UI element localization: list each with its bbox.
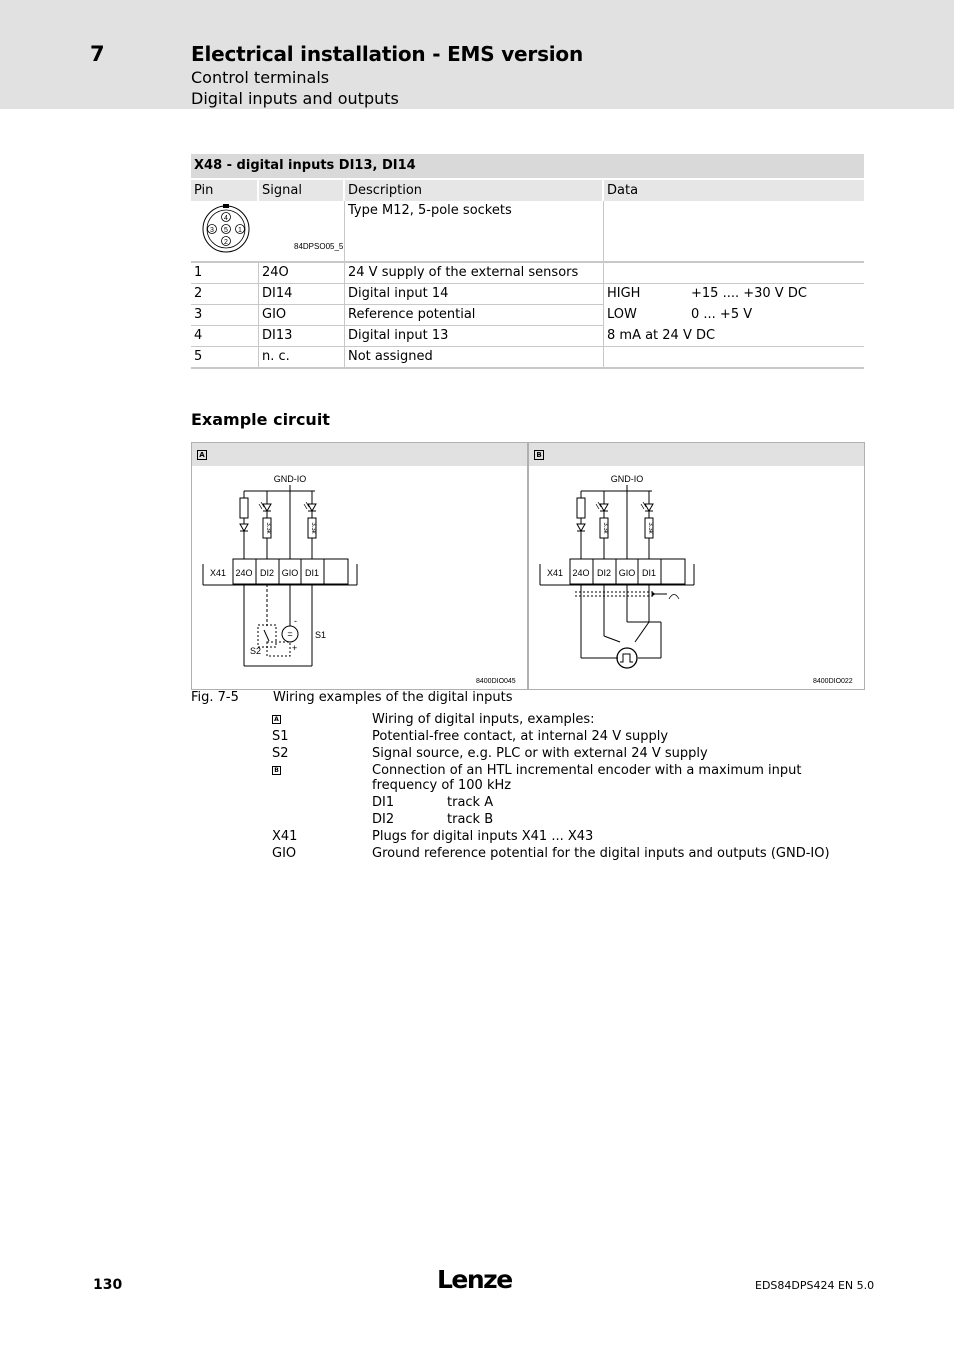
figure-legend <box>272 712 862 863</box>
circuit-b-bar <box>529 443 864 466</box>
data-value: +15 .... +30 V DC <box>691 286 807 301</box>
legend-text: Connection of an HTL incremental encoder with a maximum input frequency of 100 kHz <box>372 763 802 793</box>
data-label: HIGH <box>607 286 641 301</box>
terminal-label: X41 <box>546 568 564 578</box>
svg-text:1: 1 <box>238 227 242 234</box>
legend-subitem <box>372 795 862 812</box>
terminal-label: DI1 <box>641 568 657 578</box>
row-data: 8 mA at 24 V DC <box>604 326 864 347</box>
row-pin: 1 <box>191 263 259 284</box>
row-description: Not assigned <box>345 347 604 369</box>
circuit-b-panel <box>528 442 865 690</box>
legend-key: S1 <box>272 729 289 744</box>
terminal-label: DI1 <box>304 568 320 578</box>
subsection-title: Digital inputs and outputs <box>191 89 399 108</box>
legend-text: Signal source, e.g. PLC or with external 24 V supply <box>372 746 708 761</box>
row-signal: 24O <box>259 263 345 284</box>
socket-data-empty <box>604 201 864 263</box>
circuit-a-panel <box>191 442 528 690</box>
col-header-data: Data <box>604 180 864 201</box>
data-label: LOW <box>607 307 637 322</box>
svg-text:2: 2 <box>224 239 228 246</box>
resistor-value-label: 3.3k <box>647 522 653 534</box>
row-description: Reference potential <box>345 305 604 326</box>
terminal-label: DI2 <box>596 568 612 578</box>
page-number: 130 <box>93 1277 123 1293</box>
row-pin: 5 <box>191 347 259 369</box>
row-description: Digital input 14 <box>345 284 604 305</box>
pin-table <box>191 154 864 369</box>
svg-text:5: 5 <box>224 227 228 234</box>
circuit-a-marker: A <box>197 450 207 460</box>
svg-text:=: = <box>287 629 293 639</box>
svg-text:+: + <box>292 643 298 653</box>
row-data <box>604 263 864 284</box>
legend-subtext: track A <box>447 795 494 810</box>
circuit-a-diagram <box>192 466 527 689</box>
source-label: S2 <box>250 646 262 656</box>
terminal-label: GIO <box>281 568 299 578</box>
lenze-logo: Lenze <box>437 1265 512 1294</box>
resistor-symbol <box>240 498 248 518</box>
table-row <box>191 305 864 326</box>
circuit-a-image-id: 8400DIO045 <box>476 678 516 685</box>
legend-subkey: DI1 <box>372 795 395 810</box>
legend-key <box>272 763 281 778</box>
legend-subtext: track B <box>447 812 494 827</box>
table-row <box>191 284 864 305</box>
legend-item <box>272 846 862 863</box>
legend-item <box>272 746 862 763</box>
row-description: 24 V supply of the external sensors <box>345 263 604 284</box>
legend-subkey: DI2 <box>372 812 395 827</box>
table-row <box>191 263 864 284</box>
socket-image-label: 84DPSO05_5 <box>294 242 344 251</box>
legend-key: S2 <box>272 746 289 761</box>
socket-description: Type M12, 5-pole sockets <box>345 201 604 263</box>
legend-text: Ground reference potential for the digital inputs and outputs (GND-IO) <box>372 846 830 861</box>
legend-item <box>272 829 862 846</box>
circuit-b-marker: B <box>534 450 544 460</box>
resistor-value-label: 3.3k <box>265 522 271 534</box>
row-pin: 3 <box>191 305 259 326</box>
example-circuit-heading: Example circuit <box>191 410 330 429</box>
table-title: X48 - digital inputs DI13, DI14 <box>191 154 864 180</box>
legend-item <box>272 729 862 746</box>
figure-number: Fig. 7-5 <box>191 690 239 705</box>
col-header-signal: Signal <box>259 180 345 201</box>
legend-item <box>272 763 862 795</box>
terminal-label: X41 <box>209 568 227 578</box>
circuit-b-image-id: 8400DIO022 <box>813 678 853 685</box>
legend-key <box>272 712 281 727</box>
row-data <box>604 347 864 369</box>
svg-text:-: - <box>294 616 297 626</box>
legend-marker-a: A <box>272 715 281 724</box>
legend-marker-b: B <box>272 766 281 775</box>
legend-key: GIO <box>272 846 297 861</box>
gnd-io-label: GND-IO <box>273 474 307 484</box>
row-data <box>604 305 864 326</box>
terminal-label: 24O <box>235 568 253 578</box>
circuit-a-bar <box>192 443 527 466</box>
diode-symbol <box>240 524 248 531</box>
legend-item <box>272 712 862 729</box>
shield-ground-icon <box>669 595 679 600</box>
col-header-pin: Pin <box>191 180 259 201</box>
gnd-io-label: GND-IO <box>610 474 644 484</box>
svg-text:4: 4 <box>224 215 228 222</box>
terminal-label: 24O <box>572 568 590 578</box>
legend-subitem <box>372 812 862 829</box>
row-signal: DI13 <box>259 326 345 347</box>
resistor-value-label: 3.3k <box>310 522 316 534</box>
chapter-title: Electrical installation - EMS version <box>191 42 584 66</box>
terminal-label: GIO <box>618 568 636 578</box>
legend-text: Plugs for digital inputs X41 ... X43 <box>372 829 594 844</box>
document-id: EDS84DPS424 EN 5.0 <box>755 1279 875 1292</box>
optocoupler-diode-symbol <box>263 504 271 511</box>
encoder-icon <box>617 648 637 668</box>
row-description: Digital input 13 <box>345 326 604 347</box>
legend-key: X41 <box>272 829 298 844</box>
data-value: 0 ... +5 V <box>691 307 753 322</box>
legend-text: Potential-free contact, at internal 24 V supply <box>372 729 669 744</box>
svg-text:3: 3 <box>210 227 214 234</box>
figure-caption-text: Wiring examples of the digital inputs <box>273 690 513 705</box>
chapter-number: 7 <box>90 42 105 66</box>
terminal-label: DI2 <box>259 568 275 578</box>
socket-image-cell <box>191 201 345 263</box>
row-data <box>604 284 864 305</box>
row-signal: DI14 <box>259 284 345 305</box>
row-signal: GIO <box>259 305 345 326</box>
section-title: Control terminals <box>191 68 330 87</box>
legend-text: Wiring of digital inputs, examples: <box>372 712 595 727</box>
circuit-b-diagram <box>529 466 864 689</box>
table-row <box>191 347 864 369</box>
col-header-description: Description <box>345 180 604 201</box>
resistor-value-label: 3.3k <box>602 522 608 534</box>
row-pin: 2 <box>191 284 259 305</box>
table-row <box>191 326 864 347</box>
row-pin: 4 <box>191 326 259 347</box>
switch-label: S1 <box>315 630 327 640</box>
row-signal: n. c. <box>259 347 345 369</box>
